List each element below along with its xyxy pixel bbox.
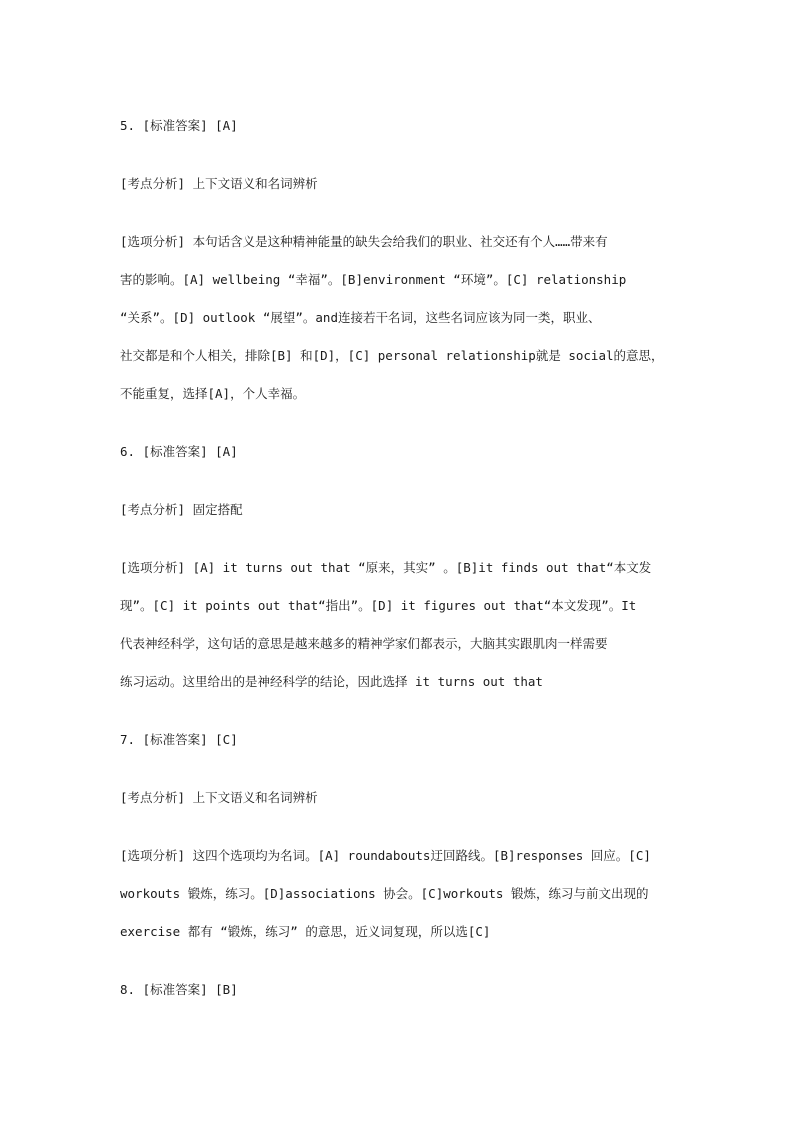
q6-answer: 6. [标准答案] [A] <box>120 444 238 459</box>
q7-option-analysis-line-1: [选项分析] 这四个选项均为名词。[A] roundabouts迂回路线。[B]responses 回应。[C] <box>120 848 651 863</box>
q5-answer: 5. [标准答案] [A] <box>120 118 238 133</box>
q6-focus-analysis: [考点分析] 固定搭配 <box>120 502 243 517</box>
q7-option-analysis-line-2: workouts 锻炼，练习。[D]associations 协会。[C]workouts 锻炼，练习与前文出现的 <box>120 886 649 901</box>
q5-option-analysis-line-2: 害的影响。[A] wellbeing “幸福”。[B]environment “环境”。[C] relationship <box>120 272 627 287</box>
q8-answer: 8. [标准答案] [B] <box>120 982 238 997</box>
q6-option-analysis-line-1: [选项分析] [A] it turns out that “原来，其实” 。[B]it finds out that“本文发 <box>120 560 652 575</box>
q6-option-analysis-line-3: 代表神经科学，这句话的意思是越来越多的精神学家们都表示，大脑其实跟肌肉一样需要 <box>120 636 608 651</box>
q5-focus-analysis: [考点分析] 上下文语义和名词辨析 <box>120 176 318 191</box>
q5-option-analysis-line-3: “关系”。[D] outlook “展望”。and连接若干名词，这些名词应该为同一类，职业、 <box>120 310 601 325</box>
q5-option-analysis-line-1: [选项分析] 本句话含义是这种精神能量的缺失会给我们的职业、社交还有个人……带来有 <box>120 234 608 249</box>
q5-option-analysis-line-5: 不能重复，选择[A]，个人幸福。 <box>120 386 306 401</box>
q6-option-analysis-line-4: 练习运动。这里给出的是神经科学的结论，因此选择 it turns out that <box>120 674 543 689</box>
q7-answer: 7. [标准答案] [C] <box>120 732 238 747</box>
q5-option-analysis-line-4: 社交都是和个人相关，排除[B] 和[D]，[C] personal relationship就是 social的意思， <box>120 348 664 363</box>
q7-focus-analysis: [考点分析] 上下文语义和名词辨析 <box>120 790 318 805</box>
q7-option-analysis-line-3: exercise 都有 “锻炼，练习” 的意思，近义词复现，所以选[C] <box>120 924 491 939</box>
q6-option-analysis-line-2: 现”。[C] it points out that“指出”。[D] it figures out that“本文发现”。It <box>120 598 637 613</box>
